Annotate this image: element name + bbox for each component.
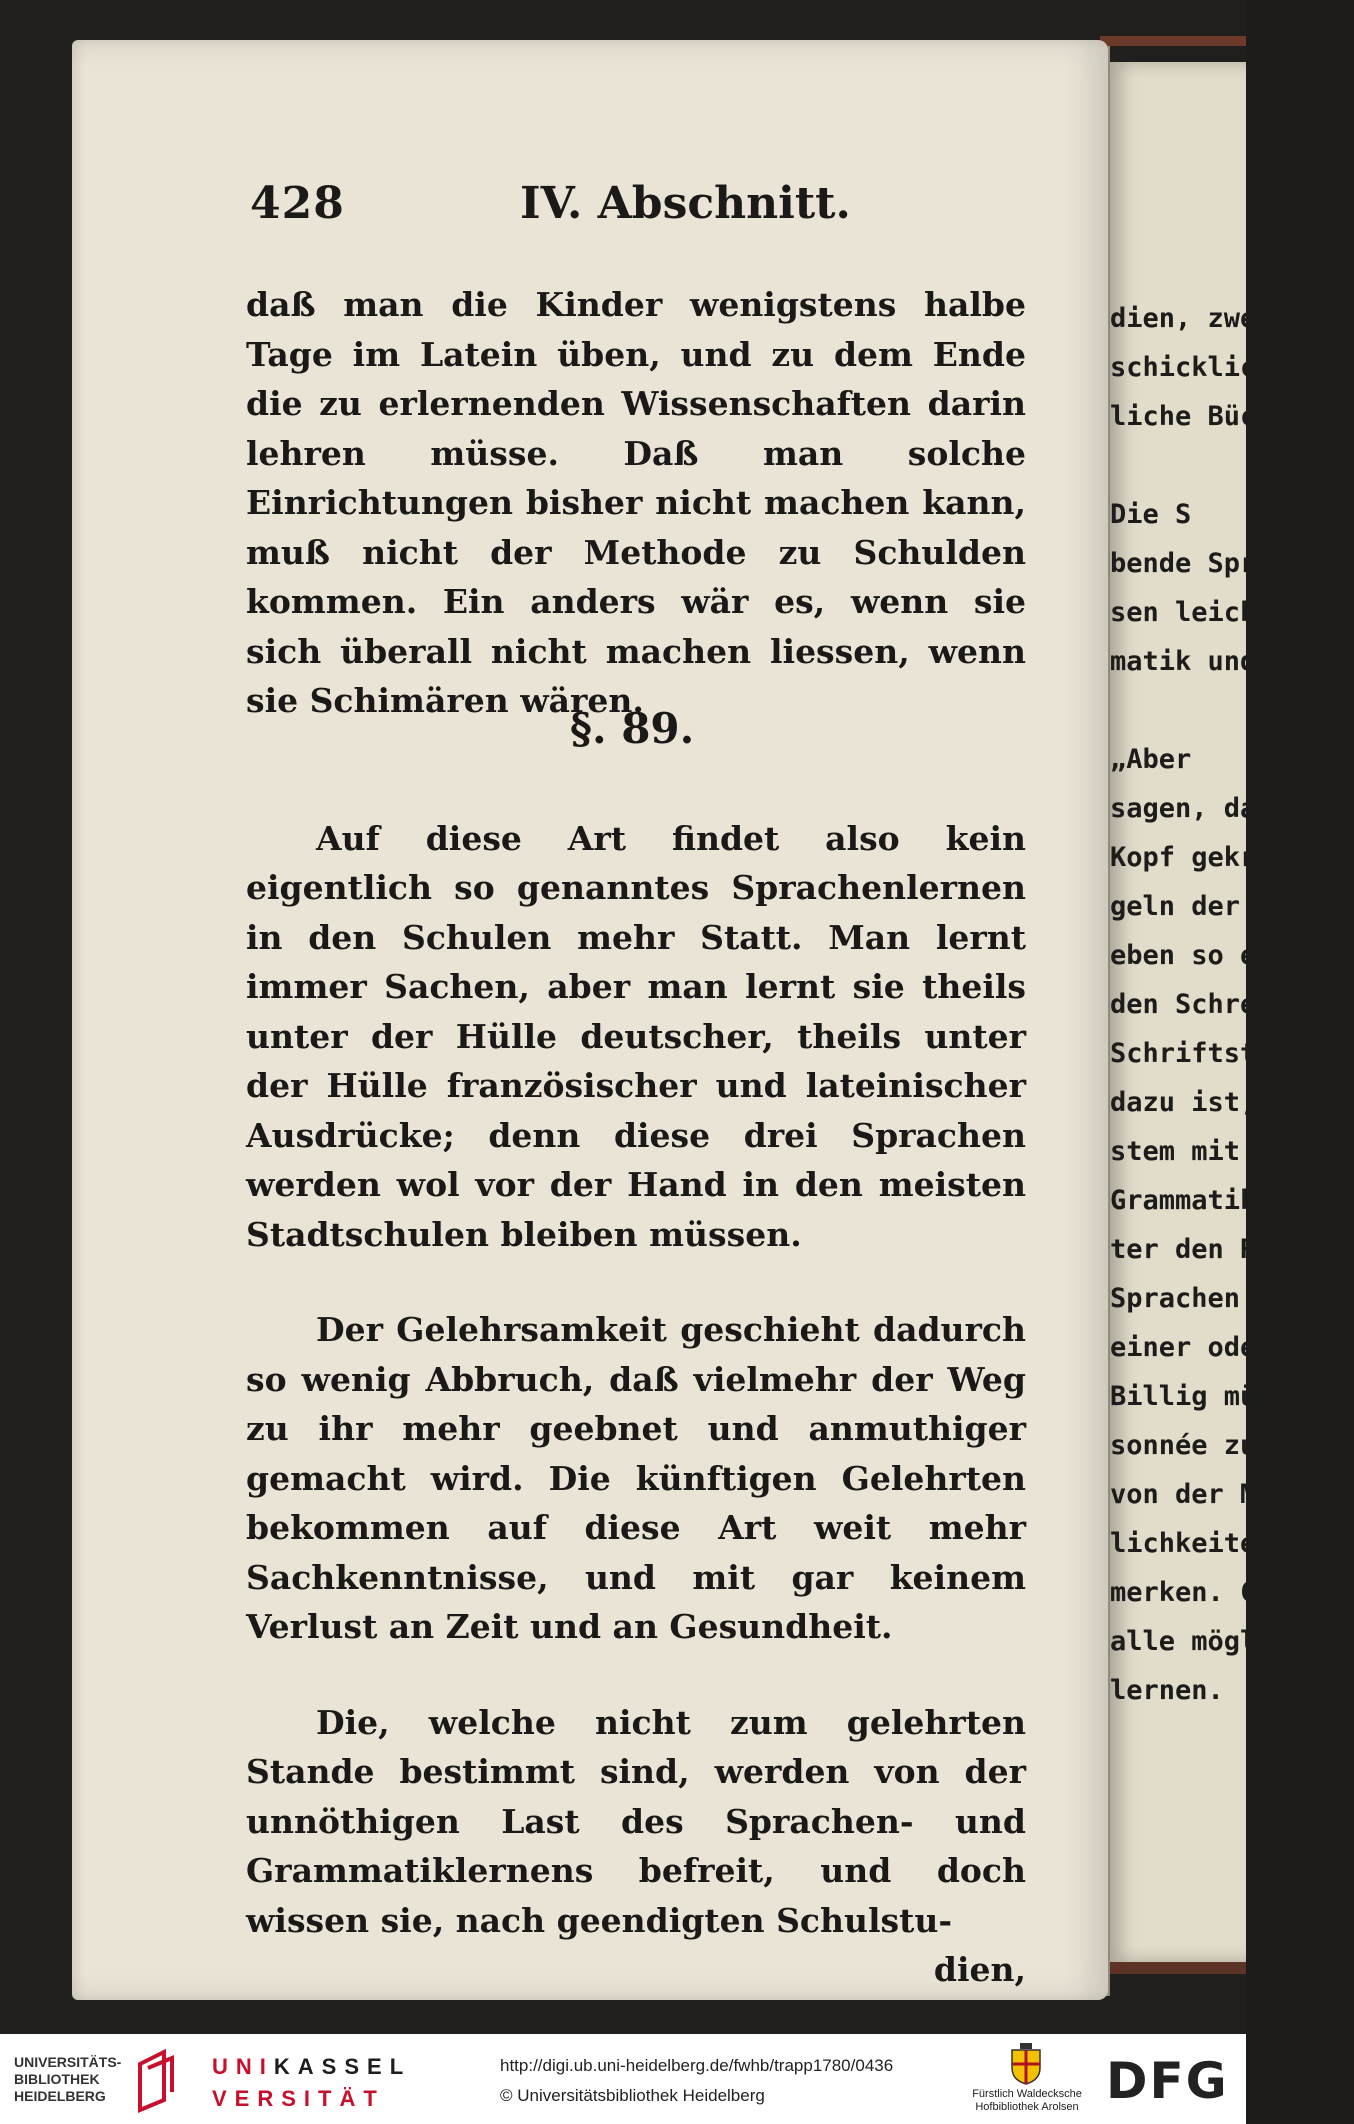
next-page-line: sagen, da sie bbox=[1110, 793, 1322, 824]
arolsen-library-name: Fürstlich Waldecksche Hofbibliothek Arolsen bbox=[972, 2088, 1082, 2113]
next-page-line: lernen. bbox=[1110, 1675, 1224, 1706]
next-page-line: stem mit ihm bbox=[1110, 1136, 1306, 1167]
next-page-line: dien, zwei f bbox=[1110, 303, 1306, 334]
next-page-line: Die S bbox=[1110, 499, 1192, 530]
next-page-line: schicklichkeit bbox=[1110, 352, 1338, 383]
page-number: 428 bbox=[250, 178, 345, 229]
next-page-line: Billig müß bbox=[1110, 1381, 1273, 1412]
next-page-line: Sprachen g bbox=[1110, 1283, 1273, 1314]
book-cover-bottom bbox=[1100, 1960, 1246, 1974]
next-page-line: einer oder bbox=[1110, 1332, 1273, 1363]
next-page-line: ter den Reg bbox=[1110, 1234, 1289, 1265]
dfg-logo[interactable]: DFG bbox=[1106, 2052, 1229, 2110]
next-page-line: lichkeiten u bbox=[1110, 1528, 1306, 1559]
section-title: IV. Abschnitt. bbox=[520, 178, 851, 229]
next-page-line: Schriftsteller bbox=[1110, 1038, 1338, 1069]
next-page-line: merken. C bbox=[1110, 1577, 1257, 1608]
next-page-line: den Schreib bbox=[1110, 989, 1289, 1020]
kassel-logo-bottom[interactable]: VERSITÄT bbox=[212, 2086, 385, 2111]
paragraph-1: daß man die Kinder wenigstens halbe Tage im Latein üben, und zu dem Ende die zu erlernenden Wissenschaften darin lehren müsse. Daß man solche Einrichtungen bisher nicht machen kann, muß nicht der Methode zu Schulden kommen. Ein anders wär es, wenn sie sich überall nicht machen liessen, wenn sie Schimären wären. bbox=[246, 285, 1026, 720]
next-page-line: Grammatik, bbox=[1110, 1185, 1273, 1216]
next-page-line: bende Spre bbox=[1110, 548, 1273, 579]
paragraph-4: Die, welche nicht zum gelehrten Stande bestimmt sind, werden von der unnöthigen Last des Sprachen- und Grammatiklernens befreit, und doch wissen sie, nach geendigten Schulstu- bbox=[246, 1702, 1026, 1940]
next-page-line: dazu ist, liest bbox=[1110, 1087, 1354, 1118]
next-page-line: eben so einge bbox=[1110, 940, 1322, 971]
next-page-line: „Aber bbox=[1110, 744, 1192, 775]
next-page-line: von der Mi bbox=[1110, 1479, 1273, 1510]
copyright-notice: © Universitätsbibliothek Heidelberg bbox=[500, 2086, 765, 2105]
next-page-fragment bbox=[1106, 62, 1354, 1962]
next-page-line: sonnée zu bbox=[1110, 1430, 1257, 1461]
page-header bbox=[250, 178, 1070, 238]
next-page-line: alle mögliche bbox=[1110, 1626, 1322, 1657]
paragraph-2: Auf diese Art findet also kein eigentlich so genanntes Sprachenlernen in den Schulen mehr Statt. Man lernt immer Sachen, aber man lernt sie theils unter der Hülle deutscher, theils unter der Hülle französischer und lateinischer Ausdrücke; denn diese drei Sprachen werden wol vor der Hand in den meisten Stadtschulen bleiben müssen. bbox=[246, 818, 1026, 1254]
next-page-line: matik und bbox=[1110, 646, 1257, 677]
permalink-url[interactable]: http://digi.ub.uni-heidelberg.de/fwhb/trapp1780/0436 bbox=[500, 2056, 894, 2075]
heidelberg-logo-icon[interactable] bbox=[134, 2048, 178, 2112]
book-cover-top bbox=[1100, 36, 1246, 46]
next-page-line: sen leicht e bbox=[1110, 597, 1306, 628]
next-page-text bbox=[1110, 294, 1354, 1715]
arolsen-crest-icon[interactable] bbox=[1008, 2042, 1044, 2086]
heidelberg-library-name[interactable]: UNIVERSITÄTS- BIBLIOTHEK HEIDELBERG bbox=[14, 2054, 122, 2104]
next-page-line: geln der G bbox=[1110, 891, 1273, 922]
section-number: §. 89. bbox=[570, 704, 695, 753]
next-page-line: Kopf gekrieg bbox=[1110, 842, 1306, 873]
viewer-footer bbox=[0, 2034, 1246, 2124]
next-page-line: liche Bücher bbox=[1110, 401, 1306, 432]
kassel-logo-top[interactable]: UNIKASSEL bbox=[212, 2054, 412, 2079]
page-body bbox=[246, 280, 1026, 1995]
paragraph-3: Der Gelehrsamkeit geschieht dadurch so wenig Abbruch, daß vielmehr der Weg zu ihr mehr geebnet und anmuthiger gemacht wird. Die künftigen Gelehrten bekommen auf diese Art weit mehr Sachkenntnisse, und mit gar keinem Verlust an Zeit und an Gesundheit. bbox=[246, 1310, 1026, 1646]
next-page-line bbox=[1110, 686, 1250, 735]
catchword: dien, bbox=[933, 1950, 1026, 1989]
next-page-line bbox=[1110, 441, 1250, 490]
